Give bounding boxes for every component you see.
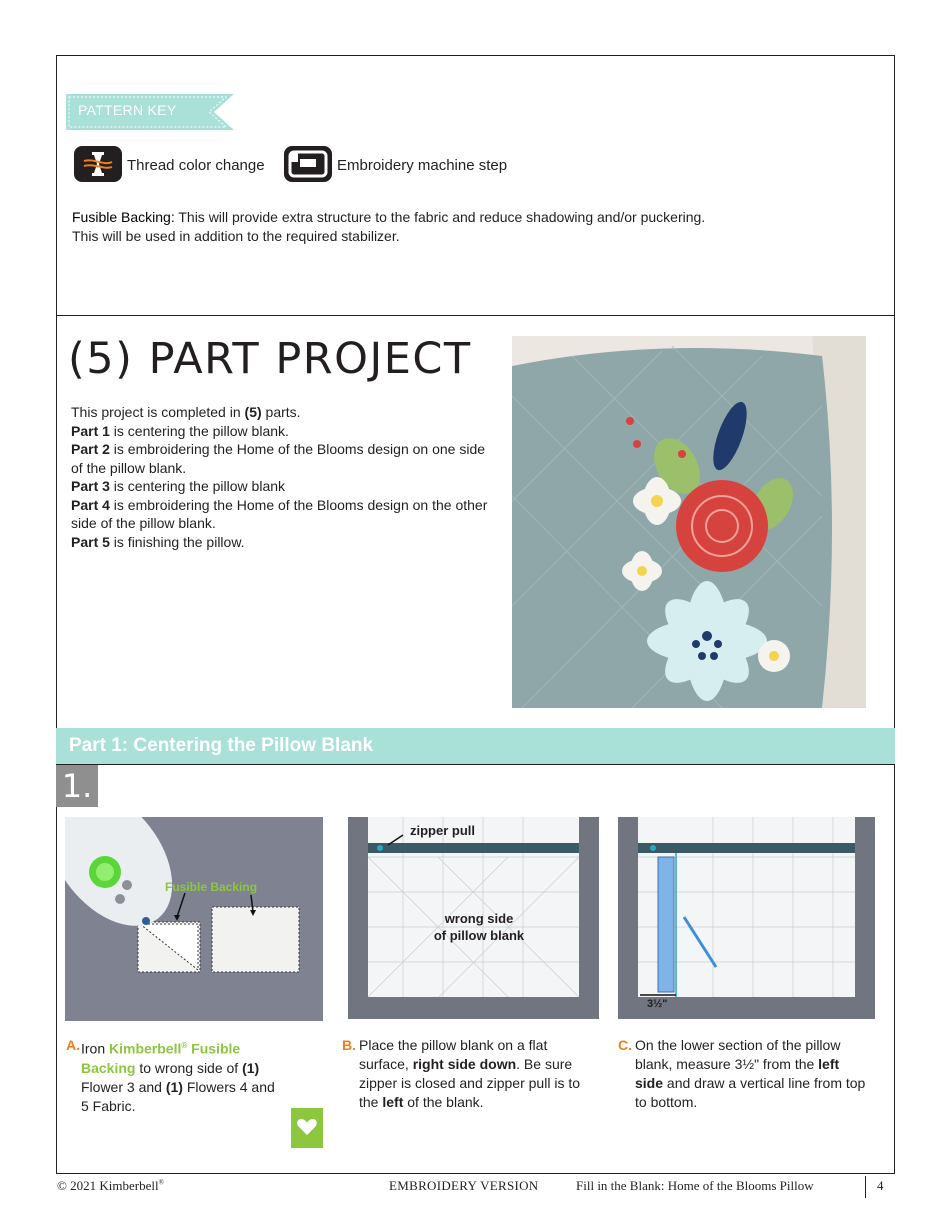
caption-b [342, 1036, 582, 1112]
wrong-side-label [348, 910, 599, 944]
footer-version: EMBROIDERY VERSION [389, 1178, 539, 1193]
copyright-text: © 2021 Kimberbell [57, 1178, 159, 1193]
part1-heading: Part 1: Centering the Pillow Blank [69, 735, 374, 756]
caption-letter: A. [66, 1037, 80, 1053]
caption-bold: left side [635, 1056, 840, 1091]
part-line [71, 496, 491, 533]
intro-count: (5) [244, 404, 262, 420]
part-line [71, 533, 491, 552]
part-label: Part 5 [71, 533, 110, 550]
pillow-photo [512, 336, 866, 708]
caption-bold: (1) [242, 1059, 260, 1076]
caption-text: . Be sure zipper is closed and zipper pull is to the [359, 1056, 581, 1110]
part-text: is finishing the pillow. [109, 533, 245, 550]
brand-name: Kimberbell [109, 1040, 182, 1057]
part-text: is centering the pillow blank [109, 478, 286, 494]
caption-text: Place the pillow blank on a flat surface, [359, 1037, 548, 1072]
section-divider [56, 315, 895, 316]
footer-project-name: Fill in the Blank: Home of the Blooms Pillow [576, 1178, 814, 1193]
measure-label: 3½" [647, 998, 668, 1010]
part-line [71, 422, 491, 441]
iron-fusible-photo [65, 817, 323, 1021]
pillow-blank-photo [348, 817, 599, 1019]
caption-letter: C. [618, 1037, 632, 1053]
caption-text: of the blank. [403, 1094, 484, 1110]
caption-text: On the lower section of the pillow blank, measure 3½" from the [635, 1037, 841, 1072]
section-divider [56, 764, 895, 765]
intro-text: parts. [261, 404, 301, 420]
project-intro [71, 403, 491, 551]
sewing-machine-icon [284, 146, 332, 182]
part1-header [56, 728, 895, 764]
measure-line-photo [618, 817, 875, 1019]
embroidery-machine-step-label: Embroidery machine step [337, 157, 508, 174]
part-text: is centering the pillow blank. [109, 422, 289, 439]
caption-text: Flower 3 and [81, 1078, 166, 1095]
page-number: 4 [877, 1178, 884, 1193]
caption-bold: (1) [165, 1078, 183, 1095]
wrong-side-line: of pillow blank [433, 928, 525, 943]
registered-mark: ® [158, 1178, 164, 1187]
fusible-text: This will provide extra structure to the fabric and reduce shadowing and/or puckering. [174, 209, 706, 225]
footer-copyright [57, 1178, 164, 1194]
part-label: Part 4 [71, 496, 110, 513]
registered-mark: ® [181, 1041, 188, 1050]
fusible-text-2: This will be used in addition to the required stabilizer. [72, 228, 400, 244]
brand-name: Fusible Backing [81, 1040, 241, 1076]
caption-a [66, 1036, 306, 1116]
part-line [71, 440, 491, 477]
footer-divider [865, 1176, 866, 1198]
part-label: Part 2 [71, 441, 110, 457]
part-text: is embroidering the Home of the Blooms design on one side of the pillow blank. [71, 441, 486, 476]
caption-text: Flowers 4 and 5 Fabric. [81, 1078, 275, 1114]
intro-text: This project is completed in [71, 404, 245, 420]
heart-icon [291, 1108, 323, 1148]
page-title: (5) PART PROJECT [68, 334, 472, 384]
part-line [71, 477, 491, 496]
fusible-backing-note [72, 208, 705, 246]
caption-text: and draw a vertical line from top to bottom. [635, 1075, 866, 1110]
thread-color-change-label: Thread color change [127, 157, 265, 174]
caption-text: to wrong side of [135, 1059, 243, 1076]
part-label: Part 1 [71, 422, 110, 439]
step-number: 1. [56, 765, 98, 807]
fusible-backing-title: Fusible Backing: [72, 209, 175, 225]
pattern-key-heading: PATTERN KEY [78, 102, 177, 118]
caption-text: Iron [81, 1040, 110, 1057]
caption-letter: B. [342, 1037, 356, 1053]
fusible-backing-image-label: Fusible Backing [165, 880, 258, 894]
caption-bold: right side down [412, 1056, 517, 1072]
part-label: Part 3 [71, 478, 110, 494]
part-text: is embroidering the Home of the Blooms design on the other side of the pillow blank. [71, 496, 488, 531]
zipper-pull-label: zipper pull [410, 823, 475, 838]
wrong-side-line: wrong side [444, 911, 514, 926]
caption-bold: left [382, 1094, 404, 1110]
caption-c [618, 1036, 878, 1112]
thread-spool-icon [74, 146, 122, 182]
